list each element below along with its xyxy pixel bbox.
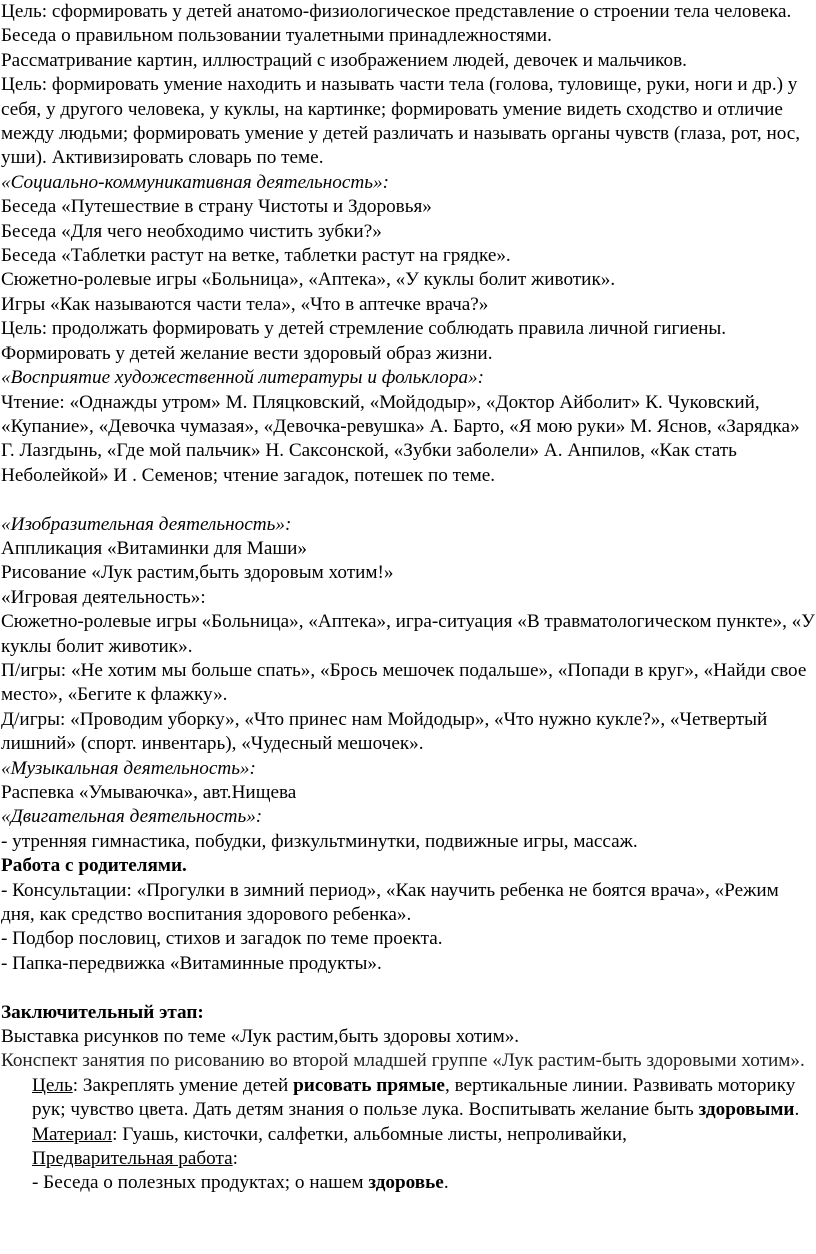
paragraph-lesson-summary: Конспект занятия по рисованию во второй младшей группе «Лук растим-быть здоровыми хотим». [1,1050,805,1072]
goal-text-bold-lines: рисовать прямые [293,1074,445,1096]
paragraph-preliminary [1,1147,815,1171]
heading-music: «Музыкальная деятельность»: [1,757,256,779]
heading-art: «Изобразительная деятельность»: [1,513,292,535]
paragraph-goal-body-parts: Цель: формировать умение находить и называть части тела (голова, туловище, руки, ноги и др.) у себя, у другого человека, у куклы, на картинке; формировать умение видеть сходство и отличие между людьми; формировать умение у детей различать и называть органы чувств (глаза, рот, нос, уши). Активизировать словарь по теме. [1,74,801,169]
paragraph-materials [1,1123,815,1147]
preliminary-label: Предварительная работа [32,1148,233,1170]
paragraph-goal-hygiene: Цель: продолжать формировать у детей стремление соблюдать правила личной гигиены. [1,318,727,340]
paragraph-talk-teeth: Беседа «Для чего необходимо чистить зубки?» [1,220,382,242]
goal-label: Цель [32,1074,73,1096]
paragraph-exhibition: Выставка рисунков по теме «Лук растим,быть здоровы хотим». [1,1026,520,1048]
paragraph-application: Аппликация «Витаминки для Маши» [1,537,307,559]
paragraph-talk-pills: Беседа «Таблетки растут на ветке, таблетки растут на грядке». [1,245,511,267]
materials-label: Материал [32,1123,113,1145]
paragraph-song: Распевка «Умываючка», авт.Нищева [1,781,297,803]
paragraph-active-games: П/игры: «Не хотим мы больше спать», «Брось мешочек подальше», «Попади в круг», «Найди свое место», «Бегите к флажку». [1,659,807,706]
preliminary-text: : [232,1148,238,1170]
paragraph-role-games: Сюжетно-ролевые игры «Больница», «Аптека», «У куклы болит животик». [1,269,616,291]
goal-text-bold-healthy: здоровыми [698,1099,795,1121]
paragraph-hygiene-talk: Беседа о правильном пользовании туалетными принадлежностями. [1,25,552,47]
paragraph-pictures: Рассматривание картин, иллюстраций с изображением людей, девочек и мальчиков. [1,49,687,71]
paragraph-drawing: Рисование «Лук растим,быть здоровым хотим!» [1,562,394,584]
blank-line [1,976,815,1000]
products-text-bold: здоровье [368,1172,444,1194]
paragraph-folder: - Папка-передвижка «Витаминные продукты». [1,952,382,974]
paragraph-healthy-life: Формировать у детей желание вести здоровый образ жизни. [1,342,493,364]
goal-text-c: , вертикальные линии. Развивать моторику рук; чувство цвета. Дать детям знания о пользе лука. Воспитывать желание быть [32,1074,796,1121]
blank-line [1,488,815,512]
paragraph-reading: Чтение: «Однажды утром» М. Пляцковский, «Мойдодыр», «Доктор Айболит» К. Чуковский, «Купание», «Девочка чумазая», «Девочка-ревушка» А. Барто, «Я мою руки» М. Яснов, «Зарядка» Г. Лазгдынь, «Где мой пальчик» Н. Саксонской, «Зубки заболели» А. Анпилов, «Как стать Неболейкой» И . Семенов; чтение загадок, потешек по теме. [1,391,800,486]
paragraph-games-body: Игры «Как называются части тела», «Что в аптечке врача?» [1,293,489,315]
paragraph-proverbs: - Подбор пословиц, стихов и загадок по теме проекта. [1,928,443,950]
goal-text-end: . [794,1099,800,1121]
paragraph-talk-journey: Беседа «Путешествие в страну Чистоты и Здоровья» [1,196,432,218]
heading-play: «Игровая деятельность»: [1,586,206,608]
goal-text-a: : Закреплять умение детей [72,1074,294,1096]
heading-literature: «Восприятие художественной литературы и фольклора»: [1,367,485,389]
materials-text: : Гуашь, кисточки, салфетки, альбомные листы, непроливайки, [112,1123,627,1145]
paragraph-didactic-games: Д/игры: «Проводим уборку», «Что принес нам Мойдодыр», «Что нужно кукле?», «Четвертый лишний» (спорт. инвентарь), «Чудесный мешочек». [1,708,768,755]
heading-motor: «Двигательная деятельность»: [1,806,263,828]
paragraph-products-talk [1,1171,815,1195]
paragraph-role-play: Сюжетно-ролевые игры «Больница», «Аптека», игра-ситуация «В травматологическом пункте», «У куклы болит животик». [1,611,815,657]
heading-social: «Социально-коммуникативная деятельность»: [1,171,389,193]
heading-final-stage: Заключительный этап: [1,1001,204,1023]
paragraph-consultations: - Консультации: «Прогулки в зимний период», «Как научить ребенка не боятся врача», «Режим дня, как средство воспитания здорового ребенка». [1,879,779,926]
paragraph-lesson-goal [1,1074,815,1123]
products-text-end: . [443,1172,449,1194]
paragraph-gymnastics: - утренняя гимнастика, побудки, физкультминутки, подвижные игры, массаж. [1,830,638,852]
paragraph-goal-anatomy: Цель: сформировать у детей анатомо-физиологическое представление о строении тела человека. [1,1,792,22]
heading-parents: Работа с родителями. [1,855,187,877]
products-text-a: - Беседа о полезных продуктах; о нашем [32,1172,369,1194]
